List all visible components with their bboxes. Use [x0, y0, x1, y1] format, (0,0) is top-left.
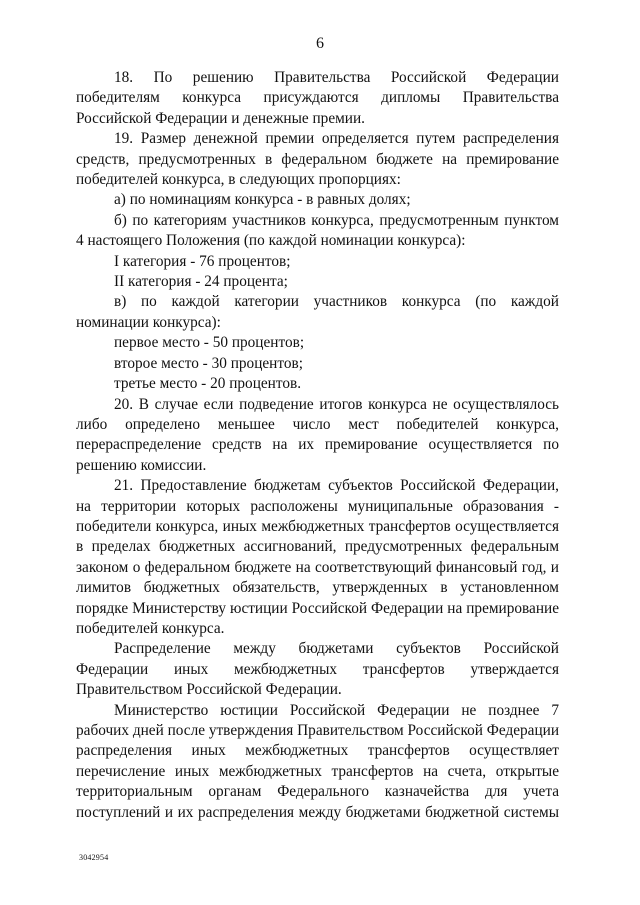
- page-number: 6: [316, 35, 324, 52]
- second-place-share: второе место - 30 процентов;: [114, 354, 303, 372]
- document-code: 3042954: [79, 853, 109, 862]
- item-v-places: в) по каждой категории участников конкурса (по каждой номинации конкурса):: [76, 293, 559, 331]
- paragraph-18-awards: 18. По решению Правительства Российской Федерации победителям конкурса присуждаются дипломы Правительства Российской Федерации и денежные премии.: [76, 69, 559, 127]
- paragraph-ministry-transfer: Министерство юстиции Российской Федерации не позднее 7 рабочих дней после утверждения Правительством Российской Федерации распределения иных межбюджетных трансфертов осуществляет перечисление иных межбюджетных трансфертов на счета, открытые территориальным органам Федерального казначейства для учета поступлений и их распределения между бюджетами бюджетной системы: [76, 701, 560, 821]
- category-1-share: I категория - 76 процентов;: [114, 252, 291, 270]
- paragraph-21-transfers: 21. Предоставление бюджетам субъектов Российской Федерации, на территории которых расположены муниципальные образования - победители конкурса, иных межбюджетных трансфертов осуществляется в пределах бюджетных ассигнований, предусмотренных федеральным законом о федеральном бюджете на соответствующий финансовый год, и лимитов бюджетных обязательств, утвержденных в установленном порядке Министерству юстиции Российской Федерации на премирование победителей конкурса.: [76, 477, 559, 637]
- item-b-categories: б) по категориям участников конкурса, предусмотренным пунктом 4 настоящего Положения (по каждой номинации конкурса):: [76, 211, 559, 250]
- paragraph-19-prize-size: 19. Размер денежной премии определяется путем распределения средств, предусмотренных в федеральном бюджете на премирование победителей конкурса, в следующих пропорциях:: [76, 130, 559, 189]
- paragraph-20-redistribution: 20. В случае если подведение итогов конкурса не осуществлялось либо определено меньшее число мест победителей конкурса, перераспределение средств на их премирование осуществляется по решению комиссии.: [76, 395, 559, 474]
- paragraph-distribution-approval: Распределение между бюджетами субъектов Российской Федерации иных межбюджетных трансфертов утверждается Правительством Российской Федерации.: [76, 640, 559, 699]
- third-place-share: третье место - 20 процентов.: [114, 375, 302, 393]
- item-a-nominations: а) по номинациям конкурса - в равных долях;: [114, 191, 411, 209]
- first-place-share: первое место - 50 процентов;: [114, 334, 305, 352]
- category-2-share: II категория - 24 процента;: [114, 273, 288, 291]
- document-body: [76, 68, 559, 823]
